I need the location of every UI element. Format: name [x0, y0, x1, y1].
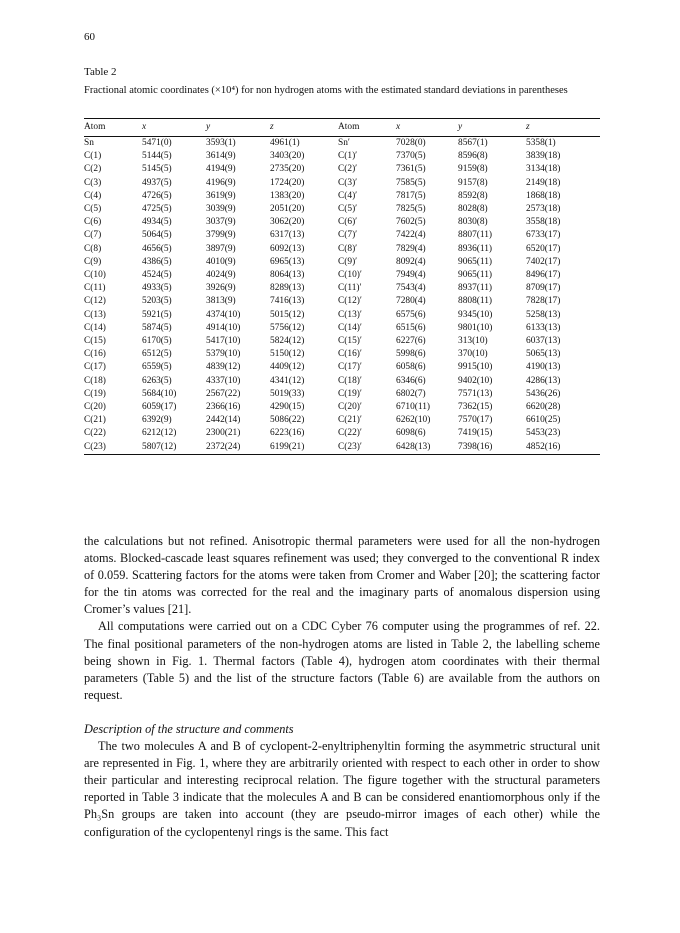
table-cell: 2149(18) [526, 177, 561, 188]
table-cell: C(10)′ [338, 270, 362, 281]
table-row [84, 427, 600, 440]
table-cell: C(15) [84, 336, 106, 347]
table-cell: 4341(12) [270, 375, 305, 386]
table-cell: 5379(10) [206, 349, 241, 360]
table-cell: 8937(11) [458, 283, 493, 294]
table-cell: 7419(15) [458, 428, 493, 439]
table-cell: 3897(9) [206, 243, 236, 254]
table-cell: C(6)′ [338, 217, 358, 228]
table-cell: 7370(5) [396, 151, 426, 162]
table-cell: 7543(4) [396, 283, 426, 294]
table-cell: 8808(11) [458, 296, 493, 307]
table-cell: 6092(13) [270, 243, 305, 254]
table-cell: Sn [84, 138, 94, 148]
table-cell: 4961(1) [270, 138, 300, 148]
page-number: 60 [84, 31, 95, 43]
table-cell: C(7) [84, 230, 102, 241]
table-cell: 5417(10) [206, 336, 241, 347]
table-cell: 8030(8) [458, 217, 488, 228]
table-cell: C(17) [84, 362, 106, 373]
table-cell: 3062(20) [270, 217, 305, 228]
table-row [84, 348, 600, 361]
table-cell: 5684(10) [142, 388, 177, 399]
table-cell: 5015(12) [270, 309, 305, 320]
table-row [84, 361, 600, 374]
table-cell: C(19)′ [338, 388, 362, 399]
table-cell: 3134(18) [526, 164, 561, 175]
table-row [84, 401, 600, 414]
table-cell: 8936(11) [458, 243, 493, 254]
table-cell: 5453(23) [526, 428, 561, 439]
table-row [84, 163, 600, 176]
table-cell: C(9)′ [338, 256, 358, 267]
paragraph: the calculations but not refined. Anisotropic thermal parameters were used for all the non-hydrogen atoms. Blocked-cascade least squares refinement was used; they converged to the conventional R index of 0.059. Scattering factors for the atoms were taken from Cromer and Waber [20]; the scattering factor for the tin atoms was corrected for the real and the imaginary parts of anomalous dispersion using Cromer’s values [21]. [84, 534, 600, 617]
table-cell: 6227(6) [396, 336, 426, 347]
table-cell: 5824(12) [270, 336, 305, 347]
table-cell: 5150(12) [270, 349, 305, 360]
table-cell: 6223(16) [270, 428, 305, 439]
table-cell: 9915(10) [458, 362, 493, 373]
table-cell: 5065(13) [526, 349, 561, 360]
table-cell: 8567(1) [458, 138, 488, 148]
table-cell: 2735(20) [270, 164, 305, 175]
table-cell: 6199(21) [270, 441, 305, 452]
table-cell: 6262(10) [396, 415, 431, 426]
table-cell: 4726(5) [142, 190, 172, 201]
table-cell: 7817(5) [396, 190, 426, 201]
table-cell: 9157(8) [458, 177, 488, 188]
table-cell: C(9) [84, 256, 102, 267]
paragraph: The two molecules A and B of cyclopent-2-enyltriphenyltin forming the asymmetric structural unit are represented in Fig. 1, where they are arbitrarily oriented with respect to each other in order to show their particular and interesting reciprocal relation. The figure together with the structural parameters reported in Table 3 indicate that the molecules A and B can be considered enantiomorphous only if the Ph₃Sn groups are taken into account (they are pseudo-mirror images of each other) while the configuration of the cyclopentenyl rings is the same. This fact [84, 739, 600, 839]
table-cell: 6392(9) [142, 415, 172, 426]
table-caption: Fractional atomic coordinates (×10⁴) for non hydrogen atoms with the estimated standard deviations in parentheses [84, 85, 568, 96]
table-cell: C(13) [84, 309, 106, 320]
table-cell: 9402(10) [458, 375, 493, 386]
table-cell: C(5) [84, 204, 102, 215]
table-cell: 8092(4) [396, 256, 426, 267]
table-cell: 370(10) [458, 349, 488, 360]
table-cell: C(13)′ [338, 309, 362, 320]
table-cell: 1868(18) [526, 190, 561, 201]
table-cell: C(6) [84, 217, 102, 228]
table-cell: 8592(8) [458, 190, 488, 201]
table-cell: 7585(5) [396, 177, 426, 188]
table-cell: 3558(18) [526, 217, 561, 228]
table-cell: C(8) [84, 243, 102, 254]
table-row [84, 229, 600, 242]
table-cell: 6802(7) [396, 388, 426, 399]
table-cell: 4524(5) [142, 270, 172, 281]
table-cell: 2051(20) [270, 204, 305, 215]
table-cell: C(22) [84, 428, 106, 439]
table-cell: 3039(9) [206, 204, 236, 215]
table-row [84, 256, 600, 269]
table-cell: 4290(15) [270, 402, 305, 413]
table-cell: 3619(9) [206, 190, 236, 201]
table-cell: 3403(20) [270, 151, 305, 162]
col-header-x: x [142, 121, 147, 132]
table-cell: 3614(9) [206, 151, 236, 162]
table-cell: 7829(4) [396, 243, 426, 254]
table-cell: 9065(11) [458, 256, 493, 267]
table-cell: 5756(12) [270, 322, 305, 333]
table-cell: C(22)′ [338, 428, 362, 439]
table-cell: 7028(0) [396, 138, 426, 148]
col-header-y: y [206, 121, 211, 132]
table-cell: C(8)′ [338, 243, 358, 254]
table-cell: 6520(17) [526, 243, 561, 254]
table-cell: 5258(13) [526, 309, 561, 320]
table-cell: 3813(9) [206, 296, 236, 307]
table-cell: 6133(13) [526, 322, 561, 333]
table-row [84, 414, 600, 427]
table-cell: C(18) [84, 375, 106, 386]
table-cell: 8596(8) [458, 151, 488, 162]
table-cell: 4934(5) [142, 217, 172, 228]
table-cell: 6965(13) [270, 256, 305, 267]
table-cell: C(14) [84, 322, 106, 333]
col-header-atom: Atom [84, 121, 106, 132]
table-cell: 7361(5) [396, 164, 426, 175]
table-cell: C(20)′ [338, 402, 362, 413]
table-cell: 5145(5) [142, 164, 172, 175]
table-row [84, 190, 600, 203]
table-cell: 8709(17) [526, 283, 561, 294]
table-cell: C(3)′ [338, 177, 358, 188]
col-header-x-prime: x [396, 121, 401, 132]
table-cell: 6059(17) [142, 402, 177, 413]
table-cell: 7828(17) [526, 296, 561, 307]
table-cell: C(4) [84, 190, 102, 201]
table-cell: 9065(11) [458, 270, 493, 281]
table-cell: 4656(5) [142, 243, 172, 254]
table-cell: 6170(5) [142, 336, 172, 347]
table-cell: C(21)′ [338, 415, 362, 426]
table-cell: 4914(10) [206, 322, 241, 333]
table-cell: 2372(24) [206, 441, 241, 452]
table-cell: C(19) [84, 388, 106, 399]
table-cell: 2300(21) [206, 428, 241, 439]
table-cell: C(10) [84, 270, 106, 281]
col-header-y-prime: y [458, 121, 463, 132]
table-cell: 7570(17) [458, 415, 493, 426]
table-cell: 313(10) [458, 336, 488, 347]
table-cell: 2573(18) [526, 204, 561, 215]
table-cell: 7280(4) [396, 296, 426, 307]
col-header-atom-prime: Atom [338, 121, 360, 132]
table-cell: 1383(20) [270, 190, 305, 201]
table-cell: 9345(10) [458, 309, 493, 320]
table-cell: C(15)′ [338, 336, 362, 347]
table-cell: C(5)′ [338, 204, 358, 215]
table-cell: C(11)′ [338, 283, 362, 294]
table-cell: 4852(16) [526, 441, 561, 452]
table-cell: 6512(5) [142, 349, 172, 360]
table-cell: 6610(25) [526, 415, 561, 426]
table-cell: 2366(16) [206, 402, 241, 413]
table-row [84, 177, 600, 190]
table-cell: 7362(15) [458, 402, 493, 413]
table-cell: 8064(13) [270, 270, 305, 281]
table-cell: 5358(1) [526, 138, 556, 148]
table-cell: 7949(4) [396, 270, 426, 281]
table-cell: 4190(13) [526, 362, 561, 373]
table-cell: 6620(28) [526, 402, 561, 413]
table-cell: 7602(5) [396, 217, 426, 228]
table-row [84, 335, 600, 348]
table-cell: 6263(5) [142, 375, 172, 386]
table-cell: C(11) [84, 283, 106, 294]
table-cell: C(1) [84, 151, 102, 162]
table-cell: 7398(16) [458, 441, 493, 452]
table-cell: 1724(20) [270, 177, 305, 188]
table-cell: 4374(10) [206, 309, 241, 320]
table-cell: C(1)′ [338, 151, 358, 162]
table-row [84, 282, 600, 295]
table-cell: C(3) [84, 177, 102, 188]
table-cell: 7571(13) [458, 388, 493, 399]
table-cell: 4409(12) [270, 362, 305, 373]
table-row [84, 295, 600, 308]
table-cell: 4839(12) [206, 362, 241, 373]
table-cell: 6058(6) [396, 362, 426, 373]
table-cell: 4337(10) [206, 375, 241, 386]
table-cell: C(16) [84, 349, 106, 360]
table-cell: C(2)′ [338, 164, 358, 175]
table-cell: C(20) [84, 402, 106, 413]
table-row [84, 203, 600, 216]
table-cell: 5144(5) [142, 151, 172, 162]
table-cell: 8289(13) [270, 283, 305, 294]
table-cell: 9159(8) [458, 164, 488, 175]
table-cell: 4024(9) [206, 270, 236, 281]
table-cell: 5921(5) [142, 309, 172, 320]
table-cell: 2442(14) [206, 415, 241, 426]
table-cell: 5064(5) [142, 230, 172, 241]
table-cell: 5874(5) [142, 322, 172, 333]
table-cell: C(4)′ [338, 190, 358, 201]
table-cell: 7422(4) [396, 230, 426, 241]
table-row [84, 322, 600, 335]
table-cell: C(2) [84, 164, 102, 175]
table-row [84, 441, 600, 455]
table-cell: 5436(26) [526, 388, 561, 399]
table-cell: 6575(6) [396, 309, 426, 320]
table-cell: C(7)′ [338, 230, 358, 241]
table-cell: 6710(11) [396, 402, 431, 413]
table-header-row [84, 119, 600, 137]
table-cell: C(16)′ [338, 349, 362, 360]
table-cell: 6428(13) [396, 441, 431, 452]
table-cell: 5019(33) [270, 388, 305, 399]
table-cell: 4286(13) [526, 375, 561, 386]
table-cell: 6317(13) [270, 230, 305, 241]
col-header-z-prime: z [526, 121, 530, 132]
table-cell: 6212(12) [142, 428, 177, 439]
table-row [84, 150, 600, 163]
table-row [84, 269, 600, 282]
table-cell: 6098(6) [396, 428, 426, 439]
table-cell: C(23) [84, 441, 106, 452]
coordinates-table [84, 118, 600, 455]
table-row [84, 388, 600, 401]
table-cell: 6515(6) [396, 322, 426, 333]
table-cell: 6037(13) [526, 336, 561, 347]
table-cell: 4933(5) [142, 283, 172, 294]
table-cell: C(21) [84, 415, 106, 426]
table-row [84, 243, 600, 256]
table-cell: C(12)′ [338, 296, 362, 307]
table-cell: 4386(5) [142, 256, 172, 267]
table-cell: 5998(6) [396, 349, 426, 360]
table-cell: 7402(17) [526, 256, 561, 267]
table-cell: 8496(17) [526, 270, 561, 281]
table-cell: C(14)′ [338, 322, 362, 333]
table-row [84, 216, 600, 229]
table-cell: 3593(1) [206, 138, 236, 148]
table-cell: 7416(13) [270, 296, 305, 307]
paragraph: All computations were carried out on a CDC Cyber 76 computer using the programmes of ref. 22. The final positional parameters of the non-hydrogen atoms are listed in Table 2, the labelling scheme being shown in Fig. 1. Thermal factors (Table 4), hydrogen atom coordinates with their thermal parameters (Table 5) and the list of the structure factors (Table 6) are available from the authors on request. [84, 619, 600, 702]
table-cell: 3037(9) [206, 217, 236, 228]
table-cell: 3926(9) [206, 283, 236, 294]
table-cell: 8807(11) [458, 230, 493, 241]
table-cell: 4196(9) [206, 177, 236, 188]
table-cell: 4937(5) [142, 177, 172, 188]
table-cell: Sn′ [338, 138, 350, 148]
table-cell: 3839(18) [526, 151, 561, 162]
table-cell: 4194(9) [206, 164, 236, 175]
col-header-z: z [270, 121, 274, 132]
coordinates-table-container [84, 118, 600, 455]
table-cell: 6346(6) [396, 375, 426, 386]
table-cell: 9801(10) [458, 322, 493, 333]
table-cell: 2567(22) [206, 388, 241, 399]
table-cell: C(18)′ [338, 375, 362, 386]
table-row [84, 309, 600, 322]
table-cell: 4725(5) [142, 204, 172, 215]
table-cell: C(12) [84, 296, 106, 307]
table-row [84, 375, 600, 388]
table-cell: C(17)′ [338, 362, 362, 373]
table-cell: C(23)′ [338, 441, 362, 452]
section-heading: Description of the structure and comments [84, 721, 294, 736]
table-title: Table 2 [84, 66, 117, 78]
body-text [84, 533, 600, 841]
table-cell: 7825(5) [396, 204, 426, 215]
table-cell: 6733(17) [526, 230, 561, 241]
table-cell: 5807(12) [142, 441, 177, 452]
table-cell: 6559(5) [142, 362, 172, 373]
table-cell: 5086(22) [270, 415, 305, 426]
table-cell: 4010(9) [206, 256, 236, 267]
table-cell: 8028(8) [458, 204, 488, 215]
table-cell: 5471(0) [142, 138, 172, 148]
table-cell: 5203(5) [142, 296, 172, 307]
table-cell: 3799(9) [206, 230, 236, 241]
table-row [84, 137, 600, 151]
